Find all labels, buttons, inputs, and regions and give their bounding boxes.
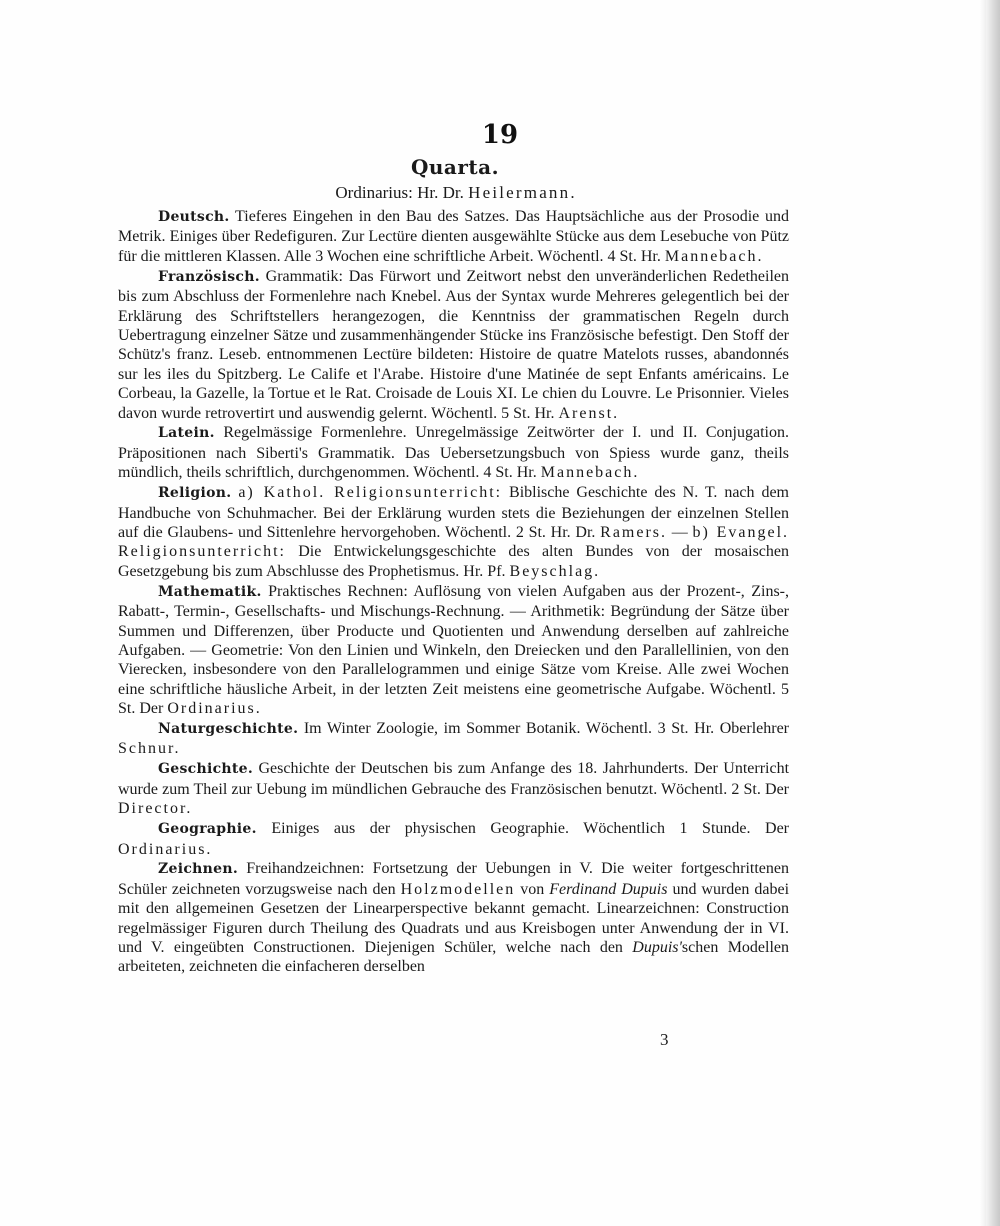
paragraph-text: Praktisches Rechnen: Auflösung von vielen Aufgaben aus der Prozent-, Zins-, Rabatt-, Termin-, Gesellschafts- und Mischungs-Rechnung. — Arithmetik: Begründung der Sätze über Summen und Differenzen, über Producte und Quotienten und Anwendung derselben auf zahlreiche Aufgaben. — Geometrie: Von den Linien und Winkeln, den Dreiecken und den Parallellinien, von den Vierecken, insbesondere von den Parallelogrammen und einige Sätze vom Kreise. Alle zwei Wochen eine schriftliche häusliche Arbeit, in der letzten Zeit meistens eine geometrische Aufgabe. Wöchentl. 5 St. Der (118, 582, 790, 718)
paragraph-latein (118, 423, 789, 482)
ordinarius-name: Heilermann (468, 183, 571, 202)
teacher-name: Director. (118, 800, 193, 818)
paragraph-text: Die Entwickelungsgeschichte des alten Bundes von der mosaischen Gesetzgebung bis zum Abschlusse des Prophetismus. Hr. Pf. (118, 543, 790, 580)
teacher-name: Arenst. (558, 404, 620, 422)
paragraph-text: Biblische Geschichte des N. T. nach dem Handbuche von Schuhmacher. Bei der Erklärung wurden stets die Beziehungen der einzelnen Stellen auf die Glaubens- und Sittenlehre hervorgehoben. Wöchentl. 2 St. Hr. Dr. (118, 484, 789, 541)
subject-label-deutsch: Deutsch. (158, 209, 230, 225)
ordinarius-line (0, 183, 910, 203)
subject-label-geographie: Geographie. (158, 821, 257, 838)
document-body (118, 207, 789, 977)
paragraph-text: Im Winter Zoologie, im Sommer Botanik. Wöchentl. 3 St. Hr. Oberlehrer (303, 720, 790, 738)
subject-label-naturgeschichte: Naturgeschichte. (158, 721, 299, 738)
teacher-name: Ordinarius. (118, 840, 213, 858)
author-name: Dupuis' (632, 939, 682, 957)
subject-label-franzoesisch: Französisch. (158, 268, 260, 285)
teacher-name: Beyschlag. (509, 562, 601, 580)
paragraph-text: Grammatik: Das Fürwort und Zeitwort nebst den unveränderlichen Redetheilen bis zum Abschluss der Formenlehre nach Knebel. Aus der Syntax wurde Mehreres gelegentlich bei der Erklärung des Schriftstellers herangezogen, die Kenntniss der grammatischen Regeln durch Uebertragung einzelner Sätze und zusammenhängender Stücke ins Französische befestigt. Den Stoff der Schütz's franz. Leseb. entnommenen Lectüre bildeten: Histoire de quatre Matelots russes, abandonnés sur les iles du Spitzberg. Le Calife et l'Arabe. Histoire d'une Matinée de sept Enfants américains. Le Corbeau, la Gazelle, la Tortue et le Rat. Croisade de Louis XI. Le chien du Louvre. Le Prisonnier. Vieles davon wurde retrovertirt und auswendig gelernt. Wöchentl. 5 St. Hr. (118, 267, 790, 422)
subject-label-latein: Latein. (158, 425, 215, 442)
teacher-name: Mannebach. (664, 247, 764, 265)
paragraph-text: Freihandzeichnen: Fortsetzung der Uebungen in V. Die weiter fortgeschrittenen Schüler zeichneten vorzugsweise nach den (118, 860, 789, 898)
paragraph-text: Regelmässige Formenlehre. Unregelmässige Zeitwörter der I. und II. Conjugation. Präpositionen nach Siberti's Grammatik. Das Uebersetzungsbuch von Spiess wurde ganz, theils mündlich, theils schriftlich, durchgenommen. Wöchentl. 4 St. Hr. (118, 424, 789, 482)
teacher-name: Ramers. (600, 524, 668, 541)
emphasis-holzmodellen: Holzmodellen (400, 880, 516, 898)
dash: — (671, 524, 688, 541)
paragraph-deutsch (118, 207, 789, 266)
paragraph-geschichte (118, 759, 789, 818)
paragraph-text: schen Modellen arbeiteten, zeichneten die einfacheren derselben (118, 939, 790, 976)
subject-label-mathematik: Mathematik. (158, 583, 262, 600)
teacher-name: Schnur. (118, 740, 181, 758)
ordinarius-prefix: Ordinarius: Hr. Dr. (335, 183, 464, 202)
paragraph-mathematik (118, 582, 789, 719)
subject-label-zeichnen: Zeichnen. (158, 861, 238, 878)
subject-label-religion: Religion. (158, 485, 232, 502)
author-name: Ferdinand Dupuis (549, 880, 668, 898)
paragraph-zeichnen (118, 859, 789, 976)
page-number: 19 (481, 120, 519, 150)
paragraph-text: von (520, 880, 545, 898)
paragraph-text: Geschichte der Deutschen bis zum Anfange des 18. Jahrhunderts. Der Unterricht wurde zum Theil zur Uebung im mündlichen Gebrauche des Französischen benutzt. Wöchentl. 2 St. Der (118, 760, 790, 798)
subject-label-geschichte: Geschichte. (158, 761, 254, 778)
paragraph-text: Einiges aus der physischen Geographie. Wöchentlich 1 Stunde. Der (271, 820, 790, 838)
page-title: Quarta. (410, 155, 500, 179)
teacher-name: Mannebach. (540, 464, 640, 482)
religion-part-b-label: b) Evangel. Religionsunterricht: (118, 524, 790, 561)
paragraph-geographie (118, 819, 789, 859)
paragraph-religion (118, 483, 789, 581)
religion-part-a-label: a) Kathol. Religionsunterricht: (238, 484, 503, 502)
paragraph-text: und wurden dabei mit den allgemeinen Gesetzen der Linearperspective bekannt gemacht. Linearzeichnen: Construction regelmässiger Figuren durch Theilung des Quadrats und aus Kreisbogen unter Anwendung der in VI. und V. eingeübten Constructionen. Diejenigen Schüler, welche nach den (118, 880, 790, 957)
paragraph-naturgeschichte (118, 719, 789, 759)
ordinarius-suffix: . (570, 183, 575, 202)
teacher-name: Ordinarius. (167, 700, 262, 718)
signature-mark: 3 (660, 1030, 669, 1049)
paragraph-franzoesisch (118, 267, 789, 423)
paragraph-text: Tieferes Eingehen in den Bau des Satzes. Das Hauptsächliche aus der Prosodie und Metrik. Einiges über Redefiguren. Zur Lectüre dienten ausgewählte Stücke aus dem Lesebuche von Pütz für die mittleren Klassen. Alle 3 Wochen eine schriftliche Arbeit. Wöchentl. 4 St. Hr. (118, 208, 789, 265)
page-edge (986, 0, 1000, 1226)
